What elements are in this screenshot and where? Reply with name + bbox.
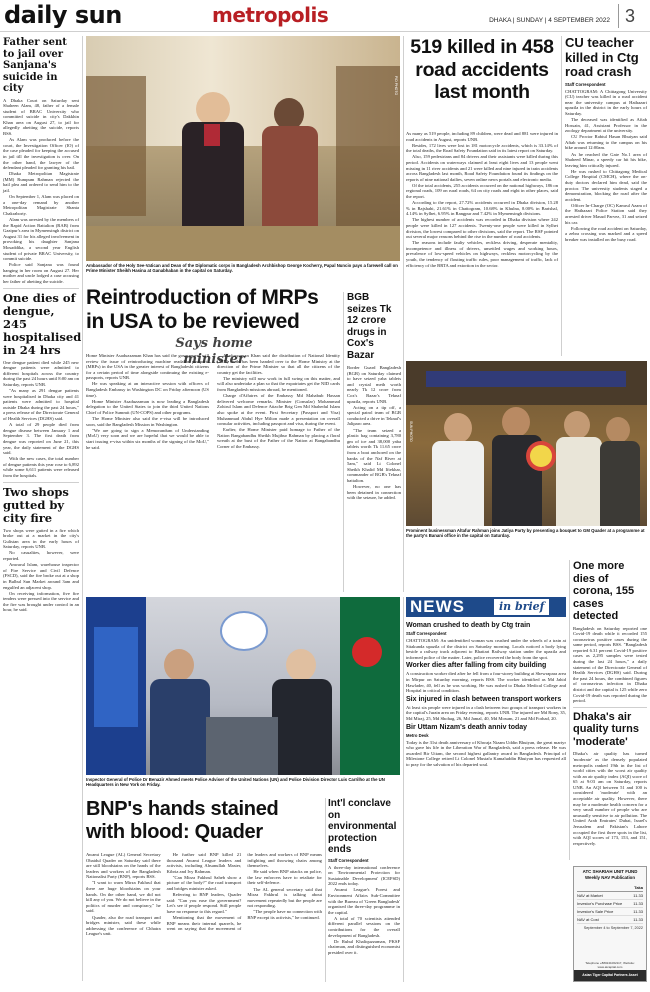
paragraph: Home Minister Asaduzzaman is now leading a Bangladesh delegation to the United States to join the third United Nations Chief of Police Summit (UN-COPS) and other programs. (86, 398, 209, 415)
paragraph: Officer In-Charge (OC) Kamrul Azam of the Hathazari Police Station said they arrested driver Masud Parvez, 31 and seized his car. (565, 202, 647, 225)
ambassador-photo (86, 36, 400, 261)
paragraph: On receiving information, five fire tenders were pressed into the service and the fire was brought under control in an hour, he said. (3, 590, 79, 613)
brief-text: CHATTOGRAM: An unidentified woman was crushed under the wheels of a train at Sitakunda upazila of the district on Saturday morning. Locals noticed a body lying beside a railway track adjacent to Bhatiari Railway station under the upazila and informed police of the matter. Later, police recovered the body from the spot. (406, 638, 566, 660)
paragraph: "The team seized a plastic bag containing 3,780 gm of ice and 38,000 yaba tablets worth Tk 11.65 crore from a boat anchored on the banks of the Naf River at 5am," said Lt Colonel Sheikh Khalid Md Iftekhar, commander of BGB's Teknaf battalion. (347, 427, 401, 483)
fund-row-label: NAV at Cost (577, 917, 599, 922)
mrp-subhead: Says home minister (175, 336, 253, 367)
cu-byline: Staff Correspondent (565, 81, 606, 87)
fund-note: Telephone +880241062117, Website: www.atcapital.com (585, 961, 635, 969)
paragraph: The ministry will now work in full swing on this matter, and will also undertake a plan so that the expatriates get the NID cards from Bangladesh missions abroad, he mentioned. (217, 375, 340, 393)
paragraph: However, no one has been detained in connection with the seizure, he added. (347, 483, 401, 501)
fund-row (577, 900, 643, 908)
fund-row (577, 892, 643, 900)
intl-body (328, 865, 400, 956)
left-column (3, 37, 82, 982)
intl-byline: Staff Correspondent (328, 857, 369, 863)
paragraph: He was rushed to Chittagong Medical College Hospital (CMCH), where the on-duty doctors declared him dead, said the proctor. The university students staged a demonstration, blocking the road after the accident. (565, 168, 647, 202)
paragraph: Also, 159 pedestrians and 84 drivers and their assistants were killed during this period. Accidents on waterways claimed at least eight lives and 13 people went missing in 11 river accidents and 21 were killed and nine injured in train accidents across Bangladesh last month, Road Safety Foundation found its findings on the reports of nine national dailies, seven online news portals and electronic media. (406, 154, 558, 182)
paragraph: He said when BNP attacks on police, the law enforcers have to retaliate for their self-defence. (247, 869, 322, 886)
paragraph: A three-day international conference on 'Environmental Protection for Sustainable Development' (ICEPSD) 2022 ends today. (328, 864, 400, 887)
photo-caption: Ambassador of the Holy See-Vatican and Dean of the Diplomatic corps in Bangladesh Archbishop George Kocherry, Papal Nuncio pays a farewell call on Prime Minister Sheikh Hasina at Ganabhaban in the capital on Saturday. (86, 263, 398, 274)
paragraph: Charge d'Affaires of the Embassy Md Mahabub Hassan delivered welcome remarks. Minister (Consular) Mohammad Zohirul Islam and Defence Attache Brig Gen Md Shahedul Islam also spoke at the event. First Secretary (Passport and Visa) Muhammad Abdul Hye Milton made a presentation on overall consular activities, including passport and visa, during the event. (217, 393, 340, 427)
news-brief-label: NEWS (410, 597, 465, 616)
fund-period: September 4 to September 7, 2022 (583, 926, 643, 930)
intl-headline: Int'l conclave on environmental protection ends (328, 798, 397, 855)
story-headline: Father sent to jail over Sanjana's suicide in city (3, 37, 67, 94)
news-brief-list (406, 620, 566, 982)
story-headline: One dies of dengue, 245 hospitalised in 24 hrs (3, 290, 82, 357)
story-body (3, 98, 79, 285)
story-body (3, 360, 79, 479)
section-title: metropolis (212, 3, 329, 27)
paragraph: Awami League's Forest and Environment Affairs Sub-Committee with the Bureau of 'Green Bangladesh' organised the three-day programme in the capital. (328, 887, 400, 915)
paragraph: CU Proctor Rabiul Hasan Bhuiyan said Aftab was returning to the campus on his bike around 12:00am. (565, 134, 647, 151)
paragraph: As many as 519 people, including 89 children, were dead and 881 were injured in road accidents in August, reports UNB. (406, 131, 558, 142)
masthead (0, 0, 650, 32)
paragraph: The reasons include faulty vehicles, reckless driving, desperate mentality, incompetence and illness of drivers, unsettled wages and working hours, prevalence of low-speed vehicles on highways, reckless motorcycling by the youth, the tendency of flouting traffic rules, poor management of traffic, lack of efficiency of the BRTA and extortion in the sector. (406, 240, 558, 268)
bgb-column (347, 292, 401, 592)
bnp-headline: BNP's hands stained with blood: Quader (86, 798, 279, 843)
photo-credit: SUN PHOTO (409, 421, 413, 442)
corona-column (573, 560, 647, 860)
paragraph: "We are going to sign a Memorandum of Understanding (MoU) very soon and we are hopeful that we would be able to start issuing e-visa within six months of the signing of the MoU," he said. (86, 427, 209, 450)
fund-ad-box (573, 866, 647, 988)
fund-subtitle: Weekly NAV Publication (584, 875, 636, 880)
brief-byline: Metro Desk (406, 732, 429, 738)
cu-column (565, 36, 647, 356)
photo-caption: Prominent businessman Altafur Rahman joins Jatiya Party by presenting a bouquet to GM Quader at a programme at the party's Banani office in the capital on Saturday. (406, 528, 645, 539)
paragraph: Home Minister Asaduzzaman Khan has said the government will review the issue of reintroducing machine readable passports (MRPs) in the USA in the greater interest of Bangladeshi citizens for a certain period of time alongside continuing the existing e-passports, reports UNB. (86, 353, 209, 381)
page-number: 3 (618, 4, 644, 28)
paragraph: Quader, also the road transport and bridges minister, said these while addressing the conference of Chhatra League's unit. (86, 914, 161, 937)
fund-row (577, 908, 643, 916)
paragraph: "I want to warn Mirza Fakhrul that there are huge bloodstains on your hands. On the other hand, we did not kill any of you. We do not believe in the politics of murder and conspiracy," he said. (86, 880, 161, 914)
paragraph: Awami League (AL) General Secretary Obaidul Quader on Saturday said there are still bloodstains on the hands of the leaders and workers of the Bangladesh Nationalist Party (BNP), reports BSS. (86, 852, 161, 880)
fund-row-label: Investor's Purchase Price (577, 901, 623, 906)
paragraph: Alam was arrested by the members of the Rapid Action Battalion (RAB) from Gazipur's area in Mymensingh district on August 31 for his alleged involvement in provoking his daughter Sanjana Mosaddika, a second year English student of private BRAC University, to commit suicide. (3, 216, 79, 262)
fund-row-label: NAV at Market (577, 893, 603, 898)
paragraph: Border Guard Bangladesh (BGB) on Saturday claimed to have seized yaba tablets and crystal meth worth nearly Tk 12 crore from Cox's Bazar's Teknaf upazila, reports UNB. (347, 365, 401, 404)
cu-body (565, 89, 647, 243)
paragraph: The Home Minister also said the e-visa will be introduced soon, said the Bangladesh Mission in Washington. (86, 416, 209, 427)
brief-text: Today is the 31st death anniversary of Khwaja Nizam Uddin Bhuiyan, the great martyr who gave his life in the Liberation War of Bangladesh, said a press release. He was awarded Bir Uttam, the second highest gallantry award in Bangladesh. Principal of Milestone College retired Lt Colonel Mustafa Kamaluddin Bhuiyan has requested all to pray for the salvation of his departed soul. (406, 739, 566, 767)
mrp-headline: Reintroduction of MRPs in USA to be reviewed (86, 286, 319, 333)
paragraph: Following the road accident on Saturday, a zebra crossing was marked and a speed breaker was installed on the busy road. (565, 225, 647, 242)
brief-headline: Bir Uttam Nizam's death anniv today (406, 723, 528, 731)
paragraph: The AL general secretary said that Mirza Fakhrul is talking about movement repeatedly but the people are not responding. (247, 886, 322, 909)
intl-column (328, 798, 400, 982)
fund-row (577, 916, 643, 924)
paragraph: With the new cases, the total number of dengue patients this year rose to 6,892 while some 6,611 patients were released from the hospitals. (3, 456, 79, 478)
bgb-headline: BGB seizes Tk 12 crore drugs in Cox's Bazar (347, 292, 392, 361)
paragraph: "Can Mirza Fakhrul Saheb show a picture of the body?" the road transport and bridges minister asked. (166, 874, 242, 892)
road-headline: 519 killed in 458 road accidents last month (410, 36, 554, 103)
paragraph: The deceased was identified as Aftab Hossain, 41, Assistant Professor in the zoology department at the university. (565, 116, 647, 134)
brief-text: A construction worker died after he fell from a four-storey building at Shewrapara area in Mirpur on Saturday morning, reports BSS. The worker identified as Md Jahid Hawlader, 40, fell as he was working. He was rushed to Dhaka Medical College and Hospital in critical condition. (406, 671, 566, 694)
fund-row-value: 11.33 (633, 909, 643, 914)
paragraph: Acting on a tip off, a special patrol team of BGB conducted a drive in Teknaf's Jaliparo area. (347, 404, 401, 427)
cu-headline: CU teacher killed in Ctg road crash (565, 35, 639, 79)
story-body (3, 528, 79, 613)
photo-caption: Inspector General of Police Dr Benazir Ahmed meets Police Adviser of the United Nations (UN) and Police Division Director Luis Carrilho at the UN Headquarters in New York on Friday. (86, 777, 385, 788)
brief-headline: Worker dies after falling from city building (406, 662, 547, 670)
paragraph: Besides, 172 lives were lost in 181 motorcycle accidents, which is 33.14% of the total deaths, the Road Safety Foundation said in its latest report on Saturday. (406, 142, 558, 154)
paragraph: A total of 70 scientists attended different parallel sessions on the contributions for the overall development of Bangladesh. (328, 915, 400, 938)
fund-table (577, 885, 643, 924)
paragraph: One dengue patient died while 245 new dengue patients were admitted to different hospitals across the country during the past 24 hours until 8:00 am on Saturday, reports UNB. (3, 359, 79, 387)
paragraph: According to the report, 27.72% accidents occurred in Dhaka division, 15.28 % in Rajshahi, 21.61% in Chattogram, 10.68% in Khulna, 8.00% in Barishal, 4.14% in Sylhet, 6.95% in Rangpur and 7.42% in Mymensingh divisions. (406, 200, 558, 217)
paragraph: Of the total accidents, 255 accidents occurred on the national highways, 186 on regional roads, 109 on rural roads, 64 on city roads and eight in other places, said the report. (406, 182, 558, 200)
news-brief-banner (406, 597, 566, 617)
paragraph: On September 1, Alam was placed on a one-day remand by another Metropolitan Magistrate Shanta Chakraborty. (3, 194, 79, 216)
paragraph: As he reached the Gate No.1 area of Shaheed Minar, a speedy car hit his bike, leaving him critically injured. (565, 151, 647, 168)
bgb-body (347, 365, 401, 501)
aqi-headline: Dhaka's air quality turns 'moderate' (573, 710, 640, 748)
fund-title: ATC SHARIAH UNIT FUND (582, 869, 638, 874)
paragraph: Dhaka Metropolitan Magistrate (MM) Rumpum Rahman rejected the bail plea and ordered to send him to the jail. (3, 171, 79, 193)
corona-body: Bangladesh on Saturday reported one Covid-19 death while it recorded 155 coronavirus positive cases during the same period, reports BSS. "Bangladesh reported 6.31 percent Covid-19 positive cases as 2,295 samples were tested during the last 24 hours," a daily statement of the Directorate General of Health Services (DGHS) said. During the past 24 hours, the combined figures of coronavirus infection in Dhaka district and the capital is 125 while zero Covid-19 death was reported during the period. (573, 625, 647, 704)
paragraph: A Dhaka Court on Saturday sent Shaheen Alam, 48, father of a female student of BRAC University who committed suicide in city's Dakkhin Khan area on August 27, to jail for allegedly abetting the suicide, reports BSS. (3, 97, 79, 137)
paragraph: A total of 29 people died from dengue disease between January 1 and September 3. The first death from dengue was reported on June 21, this year, the daily statement of the DGHS said. (3, 422, 79, 456)
fund-row-label: Investor's Sale Price (577, 909, 614, 914)
brief-headline: Woman crushed to death by Ctg train (406, 622, 531, 629)
paragraph: Two shops were gutted in a fire which broke out at a market in the city's Gulistan area in the early hours of Saturday, reports UNB. (3, 527, 79, 550)
story-headline: Two shops gutted by city fire (3, 484, 69, 525)
paragraph: "The people have no connection with BNP except its activists," he continued. (247, 909, 322, 921)
paragraph: Anwarul Islam, warehouse inspector of Fire Service and Civil Defence (FSCD), said the fire broke out at a shop in Bulbul Sun Market around 3am and engulfed an adjacent shop. (3, 562, 79, 590)
brand-logo: daily sun (4, 1, 122, 29)
bnp-body (86, 852, 322, 982)
aqi-body: Dhaka's air quality has turned 'moderate' as the densely populated metropolis ranked 19th in the list of world cities with the worst air quality with an air quality index (AQI) score of 65 at 9:03 am on Saturday, reports UNB. An AQI between 51 and 100 is considered 'moderate' with an acceptable air quality. However, there may be a moderate health concern for a very small number of people who are unusually sensitive to air pollution. The United Arab Emirates' Dubai, Israel's Jerusalem and Pakistan's Lahore occupied the first three spots in the list, with AQI scores of 173, 153, and 151, respectively. (573, 751, 647, 846)
paragraph: Dr Ruhul Khaliquzzaman, PKSF chairman, and distinguished economist presided over it. (328, 938, 400, 955)
fund-row-value: 11.33 (633, 917, 643, 922)
paragraph: He was speaking at an interactive session with officers of Bangladesh Embassy in Washington DC on Friday afternoon (US time). (86, 381, 209, 398)
fund-header: Taka (634, 885, 643, 890)
paragraph: Asaduzzaman Khan said the distribution of National Identity (NID) cards has been handed over to the Home Ministry at the direction of the Prime Minister so that all the citizens of the country get the facilities. (217, 353, 340, 375)
road-body (406, 131, 558, 357)
paragraph: Mentioning that the movement of BNP means their internal quarrels, he went on saying that the movement of the leaders and workers of BNP means infighting and throwing chairs among themselves. (166, 852, 322, 932)
fund-footer: Asian Tiger Capital Partners Asset Management Limited (574, 970, 646, 981)
paragraph: As Alam was produced before the court, the Investigation Officer (IO) of the case pleaded for keeping the accused in jail till the investigation is over. On the other hand, the lawyer of the defendant pleaded for granting his bail. (3, 137, 79, 171)
paragraph: He further said BNP killed 21 thousand Awami League leaders and activists, including Ahsanullah Master, Kibria and Ivy Rahman. (166, 852, 242, 874)
news-brief-label-2: in brief (494, 599, 549, 615)
paragraph: The highest number of accidents was recorded in Dhaka division where 242 people were killed in 127 accidents. Twenty-one people were killed in Sylhet division, the lowest compared to other divisions, said the report. The RSF pointed out several major reasons behind the rise in the number of road accidents. (406, 217, 558, 240)
paragraph: Referring to BNP leaders, Quader said: "Can you ease the government? Let's see if people respond. Still people have no response to this regard." (166, 892, 242, 914)
paragraph: Police said Sanjana was found hanging in her room on August 27. Her mother and uncle lodged a case accusing her father of abetting the suicide. (3, 262, 79, 284)
fund-row-value: 11.33 (633, 893, 643, 898)
corona-headline: One more dies of corona, 155 cases detected (573, 560, 635, 622)
paragraph: CHATTOGRAM: A Chittagong University (CU) teacher was killed in a road accident near the university campus at Hathazari upazila in the district in the early hours of Saturday. (565, 88, 647, 116)
mrp-body (86, 353, 340, 592)
fund-row-value: 11.33 (633, 901, 643, 906)
photo-credit: PID PHOTO (394, 76, 398, 96)
brief-byline: Staff Correspondent (406, 631, 447, 636)
party-event-photo (406, 361, 647, 526)
paragraph: Earlier, the Home Minister paid homage to Father of the Nation Bangabandhu Sheikh Mujibur Rahman by placing a floral wreath at the bust of the Father of the Nation at Bangabandhu Corner of the Embassy. (217, 427, 340, 449)
paragraph: "As many as 291 dengue patients were hospitalised in Dhaka city and 41 patients were admitted to hospital outside Dhaka during the past 24 hours," a press release of the Directorate General of Health Services (DGHS) said. (3, 388, 79, 422)
paragraph: No casualties, however, were reported. (3, 550, 79, 562)
dateline: DHAKA | SUNDAY | 4 SEPTEMBER 2022 (489, 17, 610, 24)
un-meeting-photo (86, 597, 400, 775)
brief-headline: Six injured in clash between transport workers (406, 695, 562, 703)
brief-text: At least six people were injured in a clash between two groups of transport workers in the capital's Jurain area on Friday evening, reports UNB. The injured are Md Rony, 35, Md Miraj, 25, Md Shohag, 26, Md Jamal, 40, Md Mosum, 21 and Md Forhad, 20. (406, 704, 566, 721)
